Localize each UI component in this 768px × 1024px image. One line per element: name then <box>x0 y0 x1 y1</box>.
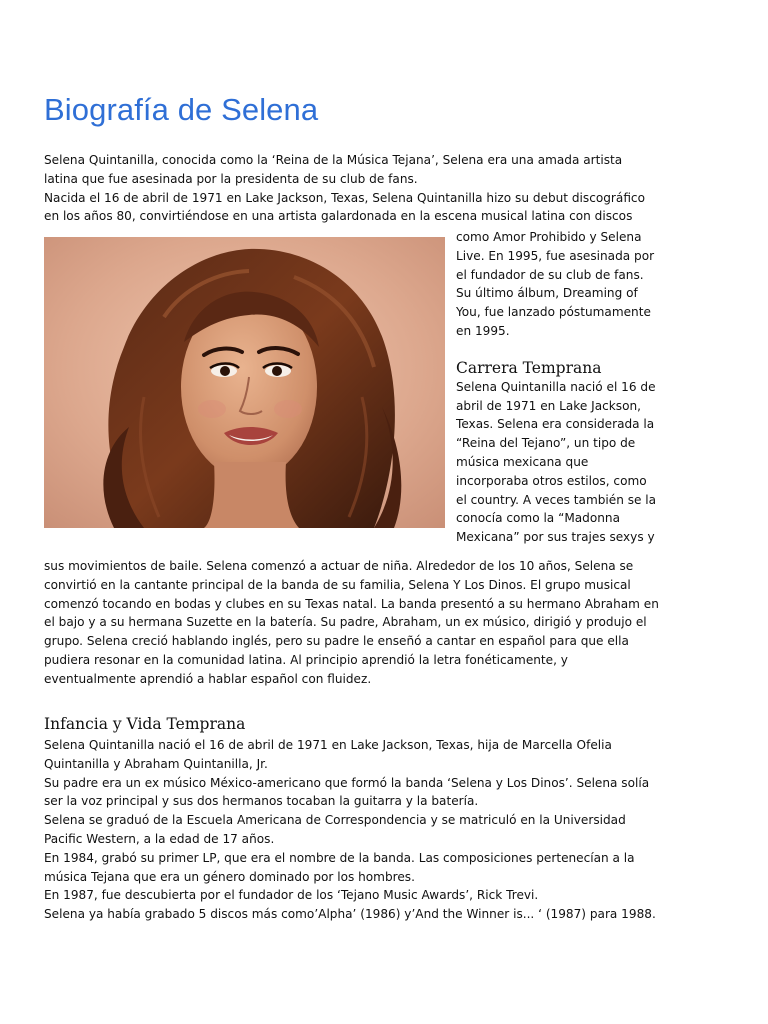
carrera-line: el country. A veces también se la <box>456 492 657 507</box>
infancia-line: En 1984, grabó su primer LP, que era el nombre de la banda. Las composiciones pertenecían a la <box>44 850 635 865</box>
infancia-line: En 1987, fue descubierta por el fundador de los ‘Tejano Music Awards’, Rick Trevi. <box>44 888 539 903</box>
side-line: como Amor Prohibido y Selena <box>456 230 642 244</box>
side-line: Su último álbum, Dreaming of <box>456 286 638 301</box>
intro-paragraph <box>44 151 664 226</box>
side-column <box>456 228 664 547</box>
carrera-cont-line: convirtió en la cantante principal de la banda de su familia, Selena Y Los Dinos. El grupo musical <box>44 577 631 592</box>
intro-line: latina que fue asesinada por la presidenta de su club de fans. <box>44 171 418 186</box>
carrera-line: música mexicana que <box>456 454 589 469</box>
page-title: Biografía de Selena <box>44 92 319 127</box>
carrera-continuation-paragraph <box>44 557 666 689</box>
carrera-cont-line: pudiera resonar en la comunidad latina. Al principio aprendió la letra fonéticamente, y <box>44 652 568 667</box>
intro-line: Nacida el 16 de abril de 1971 en Lake Jackson, Texas, Selena Quintanilla hizo su debut discográfico <box>44 190 645 205</box>
carrera-line: abril de 1971 en Lake Jackson, <box>456 398 642 413</box>
carrera-line: conocía como la “Madonna <box>456 511 620 526</box>
side-line: el fundador de su club de fans. <box>456 267 644 282</box>
infancia-line: Pacific Western, a la edad de 17 años. <box>44 831 275 846</box>
infancia-line: Selena ya había grabado 5 discos más como’Alpha’ (1986) y’And the Winner is... ‘ (1987) para 1988. <box>44 907 656 922</box>
intro-line: Selena Quintanilla, conocida como la ‘Reina de la Música Tejana’, Selena era una amada artista <box>44 153 623 167</box>
intro-line: en los años 80, convirtiéndose en una artista galardonada en la escena musical latina con discos <box>44 209 633 224</box>
side-line: en 1995. <box>456 323 510 338</box>
infancia-line: música Tejana que era un género dominado por los hombres. <box>44 869 415 884</box>
carrera-cont-line: sus movimientos de baile. Selena comenzó a actuar de niña. Alrededor de los 10 años, Selena se <box>44 559 634 573</box>
carrera-cont-line: grupo. Selena creció hablando inglés, pero su padre le enseñó a cantar en español para que ella <box>44 634 629 649</box>
carrera-line: incorporaba otros estilos, como <box>456 473 647 488</box>
infancia-line: ser la voz principal y sus dos hermanos tocaban la guitarra y la batería. <box>44 794 479 809</box>
carrera-line: “Reina del Tejano”, un tipo de <box>456 436 636 451</box>
side-line: Live. En 1995, fue asesinada por <box>456 248 655 263</box>
carrera-line: Selena Quintanilla nació el 16 de <box>456 379 656 394</box>
carrera-cont-line: comenzó tocando en bodas y clubes en su Texas natal. La banda presentó a su hermano Abraham en <box>44 596 659 611</box>
carrera-cont-line: el bajo y a su hermana Suzette en la batería. Su padre, Abraham, un ex músico, dirigió y produjo el <box>44 615 647 630</box>
carrera-line: Mexicana” por sus trajes sexys y <box>456 530 655 545</box>
carrera-line: Texas. Selena era considerada la <box>456 417 655 432</box>
infancia-line: Selena se graduó de la Escuela Americana de Correspondencia y se matriculó en la Universidad <box>44 813 626 828</box>
infancia-line: Selena Quintanilla nació el 16 de abril de 1971 en Lake Jackson, Texas, hija de Marcella Ofelia <box>44 738 612 752</box>
selena-portrait-photo <box>44 237 445 528</box>
infancia-line: Su padre era un ex músico México-americano que formó la banda ‘Selena y Los Dinos’. Selena solía <box>44 775 650 790</box>
section-heading-infancia: Infancia y Vida Temprana <box>44 715 246 733</box>
section-heading-carrera: Carrera Temprana <box>456 358 602 377</box>
infancia-section <box>44 714 664 924</box>
carrera-cont-line: eventualmente aprendió a hablar español con fluidez. <box>44 671 372 686</box>
portrait-illustration <box>44 237 445 528</box>
infancia-line: Quintanilla y Abraham Quintanilla, Jr. <box>44 756 268 771</box>
side-line: You, fue lanzado póstumamente <box>456 305 651 320</box>
